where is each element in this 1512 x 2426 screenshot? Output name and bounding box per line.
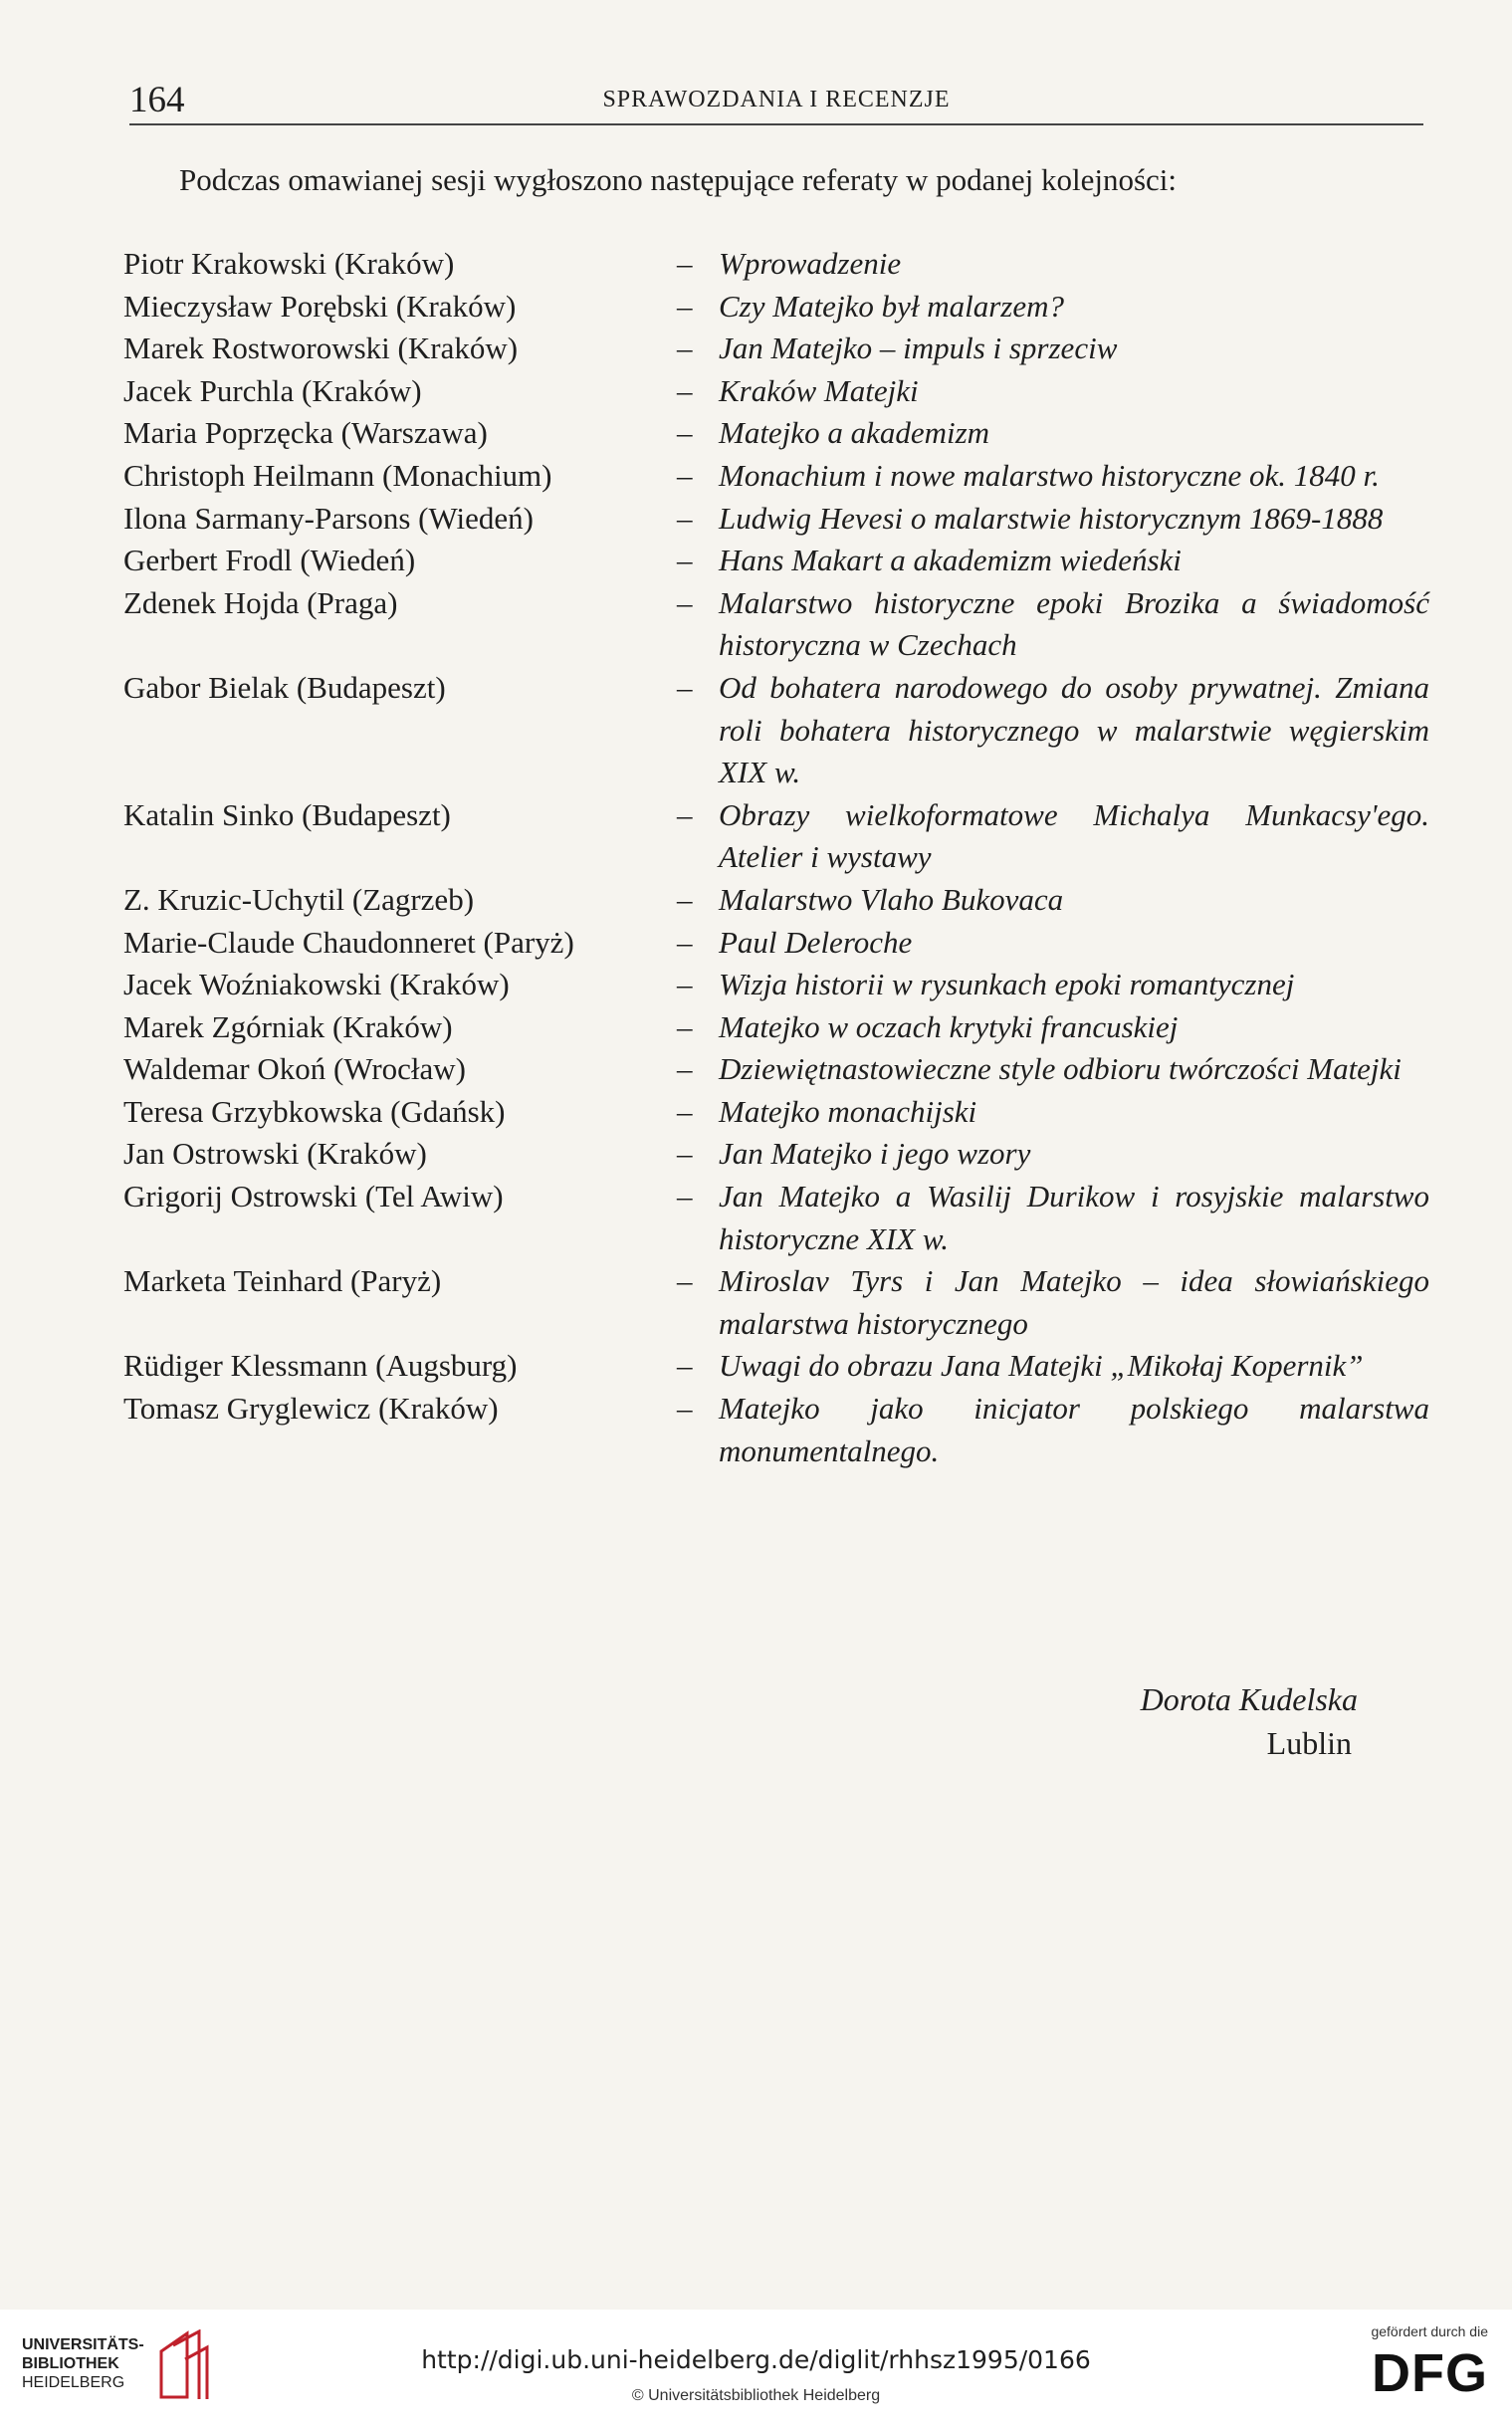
dash-separator: –	[677, 1008, 693, 1044]
page-number: 164	[129, 80, 185, 120]
dash-separator: –	[677, 288, 693, 324]
paper-title: Dziewiętnastowieczne style odbioru twórczości Matejki	[719, 1051, 1402, 1087]
digitization-footer	[0, 2310, 1512, 2426]
program-entry	[123, 964, 1429, 1006]
author-city: Lublin	[1266, 1725, 1352, 1761]
paper-title: Od bohatera narodowego do osoby prywatnej. Zmiana roli bohatera historycznego w malarstwie węgierskim XIX w.	[719, 669, 1429, 790]
paper-title: Ludwig Hevesi o malarstwie historycznym 1869-1888	[719, 500, 1384, 536]
speaker-name: Marek Rostworowski (Kraków)	[123, 331, 519, 366]
dash-separator: –	[677, 1136, 693, 1172]
paper-title: Malarstwo Vlaho Bukovaca	[719, 881, 1064, 917]
library-logo-line3: HEIDELBERG	[22, 2374, 125, 2391]
dash-separator: –	[677, 543, 693, 578]
author-name: Dorota Kudelska	[1140, 1681, 1358, 1717]
program-entry	[123, 582, 1429, 667]
paper-title: Uwagi do obrazu Jana Matejki „Mikołaj Kopernik”	[719, 1348, 1364, 1384]
program-entry	[123, 1260, 1429, 1345]
library-logo-line2: BIBLIOTHEK	[22, 2355, 119, 2372]
dash-separator: –	[677, 924, 693, 960]
running-header	[129, 78, 1423, 125]
paper-title: Wizja historii w rysunkach epoki romantycznej	[719, 967, 1295, 1002]
program-entry	[123, 922, 1429, 965]
signature-block	[1141, 1677, 1358, 1765]
dash-separator: –	[677, 415, 693, 451]
program-entry	[123, 1388, 1429, 1472]
speaker-name: Gerbert Frodl (Wiedeń)	[123, 543, 416, 578]
speaker-name: Piotr Krakowski (Kraków)	[123, 246, 455, 281]
dash-separator: –	[677, 796, 693, 832]
program-entry	[123, 412, 1429, 455]
dash-separator: –	[677, 1263, 693, 1299]
dash-separator: –	[677, 669, 693, 705]
speaker-name: Zdenek Hojda (Praga)	[123, 584, 398, 620]
dash-separator: –	[677, 246, 693, 281]
speaker-name: Christoph Heilmann (Monachium)	[123, 457, 552, 493]
program-list	[123, 243, 1429, 1472]
dash-separator: –	[677, 372, 693, 408]
program-entry	[123, 1345, 1429, 1388]
paper-title: Kraków Matejki	[719, 372, 919, 408]
dash-separator: –	[677, 584, 693, 620]
program-entry	[123, 667, 1429, 794]
paper-title: Czy Matejko był malarzem?	[719, 288, 1064, 324]
source-url-link[interactable]: http://digi.ub.uni-heidelberg.de/diglit/rhhsz1995/0166	[421, 2345, 1091, 2374]
program-entry	[123, 794, 1429, 879]
funding-caption: gefördert durch die	[1371, 2323, 1488, 2339]
program-entry	[123, 1133, 1429, 1176]
speaker-name: Marie-Claude Chaudonneret (Paryż)	[123, 924, 574, 960]
program-entry	[123, 1176, 1429, 1260]
dash-separator: –	[677, 331, 693, 366]
paper-title: Paul Deleroche	[719, 924, 913, 960]
paper-title: Wprowadzenie	[719, 246, 902, 281]
dash-separator: –	[677, 1051, 693, 1087]
speaker-name: Marketa Teinhard (Paryż)	[123, 1263, 442, 1299]
paper-title: Hans Makart a akademizm wiedeński	[719, 543, 1182, 578]
program-entry	[123, 328, 1429, 370]
dash-separator: –	[677, 457, 693, 493]
paper-title: Jan Matejko a Wasilij Durikow i rosyjskie malarstwo historyczne XIX w.	[719, 1179, 1429, 1256]
speaker-name: Jacek Woźniakowski (Kraków)	[123, 967, 510, 1002]
speaker-name: Z. Kruzic-Uchytil (Zagrzeb)	[123, 881, 475, 917]
program-entry	[123, 370, 1429, 413]
program-entry	[123, 455, 1429, 498]
paper-title: Malarstwo historyczne epoki Brozika a świadomość historyczna w Czechach	[719, 584, 1429, 663]
speaker-name: Waldemar Okoń (Wrocław)	[123, 1051, 466, 1087]
speaker-name: Jan Ostrowski (Kraków)	[123, 1136, 427, 1172]
program-entry	[123, 1091, 1429, 1134]
dash-separator: –	[677, 1093, 693, 1129]
dash-separator: –	[677, 881, 693, 917]
dash-separator: –	[677, 967, 693, 1002]
speaker-name: Ilona Sarmany-Parsons (Wiedeń)	[123, 500, 534, 536]
copyright-notice: © Universitätsbibliothek Heidelberg	[631, 2387, 881, 2404]
speaker-name: Mieczysław Porębski (Kraków)	[123, 288, 517, 324]
paper-title: Miroslav Tyrs i Jan Matejko – idea słowiańskiego malarstwa historycznego	[719, 1263, 1429, 1341]
program-entry	[123, 286, 1429, 329]
speaker-name: Marek Zgórniak (Kraków)	[123, 1008, 453, 1044]
library-logo-line1: UNIVERSITÄTS-	[22, 2336, 144, 2353]
speaker-name: Rüdiger Klessmann (Augsburg)	[123, 1348, 518, 1384]
speaker-name: Jacek Purchla (Kraków)	[123, 372, 422, 408]
speaker-name: Katalin Sinko (Budapeszt)	[123, 796, 451, 832]
paper-title: Matejko monachijski	[719, 1093, 977, 1129]
paper-title: Matejko w oczach krytyki francuskiej	[719, 1008, 1179, 1044]
dash-separator: –	[677, 500, 693, 536]
program-entry	[123, 1048, 1429, 1091]
paper-title: Monachium i nowe malarstwo historyczne ok. 1840 r.	[719, 457, 1380, 493]
paper-title: Jan Matejko i jego wzory	[719, 1136, 1031, 1172]
speaker-name: Tomasz Gryglewicz (Kraków)	[123, 1391, 499, 1427]
paper-title: Matejko jako inicjator polskiego malarstwa monumentalnego.	[719, 1391, 1429, 1468]
program-entry	[123, 498, 1429, 541]
paper-title: Jan Matejko – impuls i sprzeciw	[719, 331, 1118, 366]
dash-separator: –	[677, 1391, 693, 1427]
running-head-title: SPRAWOZDANIA I RECENZJE	[602, 87, 951, 112]
speaker-name: Gabor Bielak (Budapeszt)	[123, 669, 446, 705]
dash-separator: –	[677, 1179, 693, 1214]
program-entry	[123, 1006, 1429, 1049]
speaker-name: Grigorij Ostrowski (Tel Awiw)	[123, 1179, 504, 1214]
program-entry	[123, 243, 1429, 286]
intro-sentence: Podczas omawianej sesji wygłoszono następujące referaty w podanej kolejności:	[179, 162, 1178, 197]
paper-title: Matejko a akademizm	[719, 415, 990, 451]
paper-title: Obrazy wielkoformatowe Michalya Munkacsy'ego. Atelier i wystawy	[719, 796, 1429, 875]
program-entry	[123, 540, 1429, 582]
speaker-name: Maria Poprzęcka (Warszawa)	[123, 415, 488, 451]
program-entry	[123, 879, 1429, 922]
speaker-name: Teresa Grzybkowska (Gdańsk)	[123, 1093, 506, 1129]
dfg-logo: DFG	[1372, 2343, 1488, 2403]
dash-separator: –	[677, 1348, 693, 1384]
